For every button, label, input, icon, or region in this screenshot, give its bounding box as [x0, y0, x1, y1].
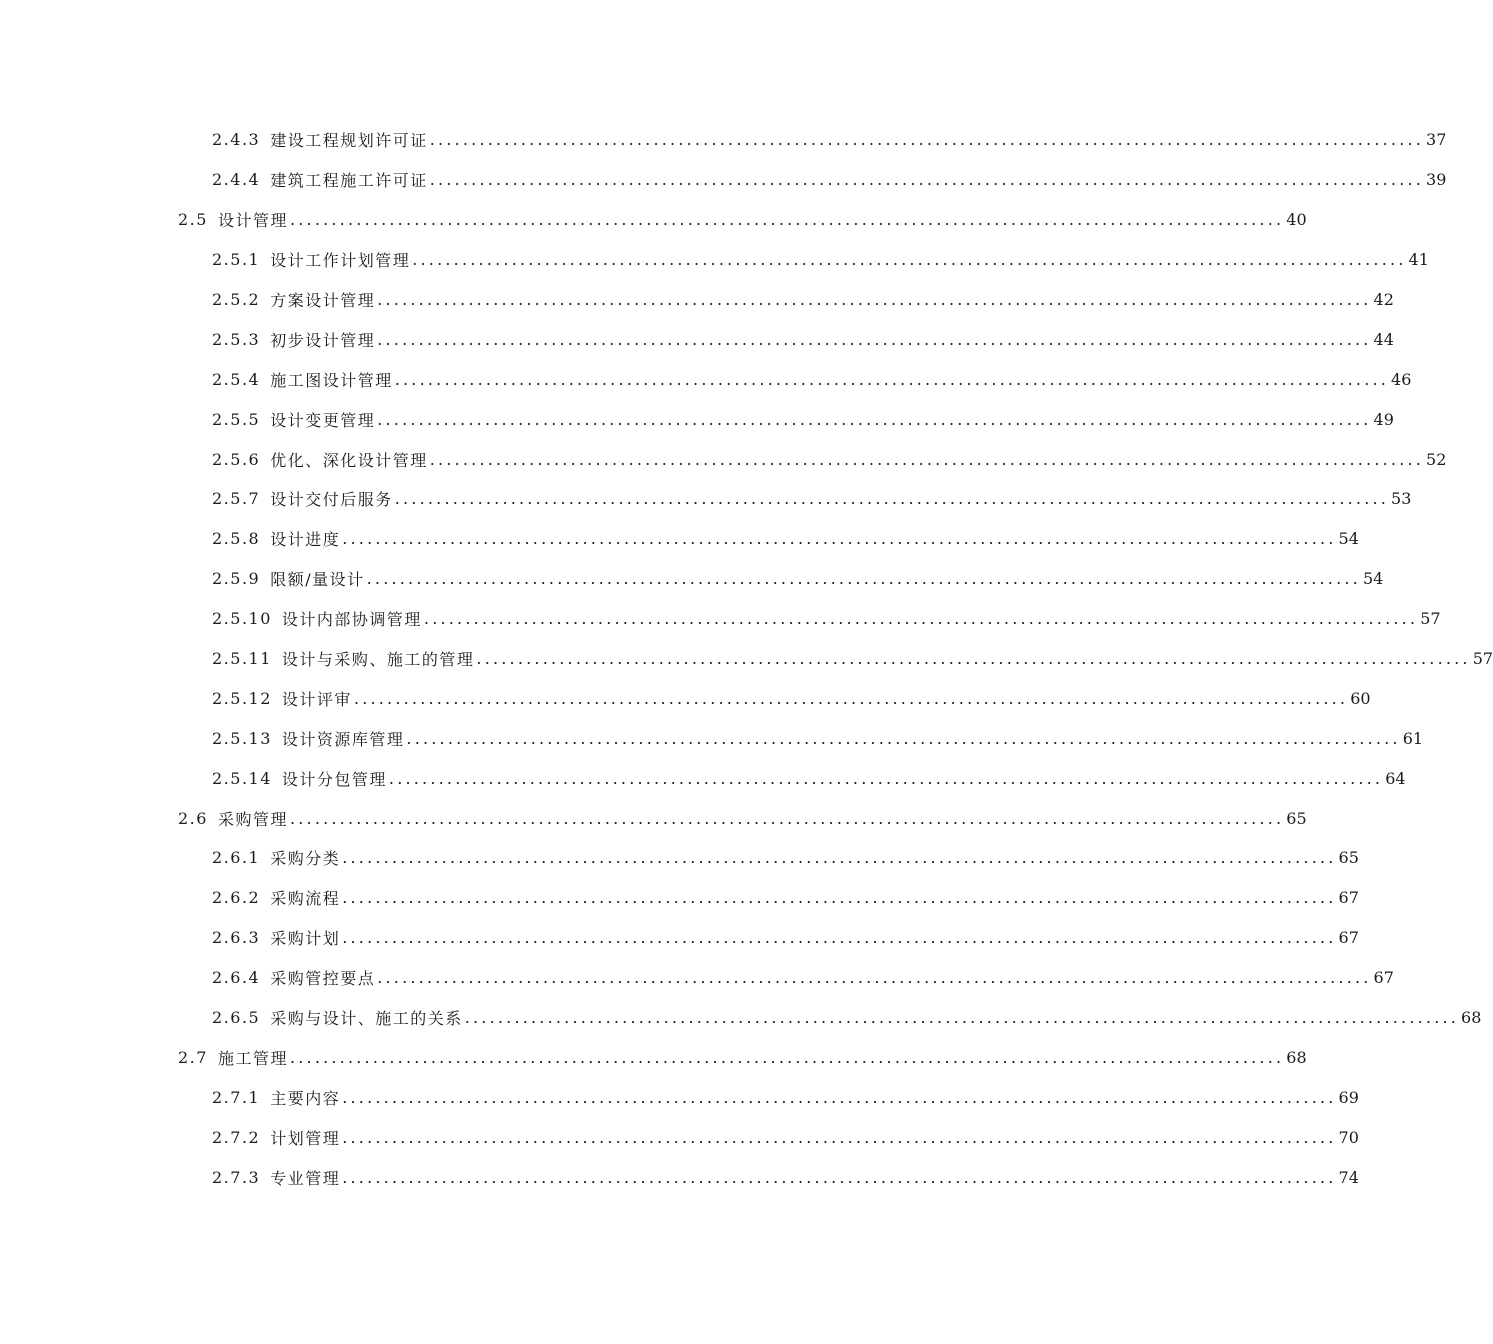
toc-entry-title: 设计评审: [281, 689, 352, 709]
toc-entry-page: 68: [1286, 1047, 1307, 1067]
toc-dot-leader: ........................................................................................................................: [429, 170, 1425, 190]
toc-dot-leader: ........................................................................................................................: [388, 768, 1384, 788]
toc-dot-leader: ........................................................................................................................: [289, 1047, 1285, 1067]
toc-entry-title: 采购管控要点: [270, 969, 376, 989]
toc-entry-title: 设计与采购、施工的管理: [281, 650, 475, 670]
toc-dot-leader: ........................................................................................................................: [342, 529, 1337, 549]
toc-entry-number: 2.5.10: [212, 609, 272, 629]
toc-entry-title: 方案设计管理: [270, 291, 376, 310]
toc-entry-title: 设计管理: [217, 211, 288, 231]
toc-entry[interactable]: [0, 1037, 1307, 1077]
toc-entry[interactable]: [0, 160, 1447, 200]
toc-entry-page: 61: [1402, 728, 1424, 748]
toc-entry-title: 采购计划: [270, 929, 341, 949]
toc-entry[interactable]: [0, 359, 1412, 399]
toc-entry-number: 2.5.3: [212, 329, 261, 349]
toc-entry-page: 57: [1420, 609, 1441, 629]
toc-dot-leader: ........................................................................................................................: [476, 649, 1471, 669]
toc-entry-title: 主要内容: [270, 1088, 341, 1108]
toc-dot-leader: ........................................................................................................................: [429, 449, 1425, 469]
toc-entry-page: 46: [1391, 369, 1412, 389]
toc-entry-number: 2.5.11: [212, 649, 272, 669]
toc-entry-title: 采购分类: [270, 849, 341, 869]
toc-entry-number: 2.5.6: [212, 449, 261, 469]
toc-entry-number: 2.5.4: [212, 369, 261, 389]
toc-entry[interactable]: [0, 120, 1447, 160]
toc-entry-number: 2.5.13: [212, 728, 272, 748]
toc-entry-number: 2.6.1: [212, 848, 261, 868]
toc-entry-number: 2.4.3: [212, 130, 261, 150]
toc-dot-leader: ........................................................................................................................: [377, 290, 1372, 309]
toc-entry-title: 采购流程: [270, 889, 341, 909]
toc-entry-number: 2.6.5: [212, 1008, 261, 1028]
toc-dot-leader: ........................................................................................................................: [342, 1127, 1337, 1147]
toc-dot-leader: ........................................................................................................................: [289, 808, 1285, 828]
toc-entry-number: 2.5.1: [212, 250, 261, 270]
toc-entry-page: 70: [1338, 1127, 1359, 1147]
toc-entry[interactable]: [0, 1117, 1359, 1157]
toc-entry[interactable]: [0, 280, 1394, 320]
toc-entry[interactable]: [0, 678, 1371, 718]
toc-entry-number: 2.5.8: [212, 529, 261, 549]
toc-entry-number: 2.5.12: [212, 688, 272, 708]
toc-entry-title: 限额/量设计: [270, 570, 365, 590]
toc-entry[interactable]: [0, 838, 1359, 878]
toc-entry-page: 44: [1373, 329, 1394, 349]
toc-dot-leader: ........................................................................................................................: [377, 968, 1372, 988]
toc-entry-number: 2.5: [178, 210, 208, 230]
toc-entry-page: 60: [1350, 688, 1371, 708]
toc-entry[interactable]: [0, 798, 1307, 838]
toc-dot-leader: ........................................................................................................................: [342, 888, 1337, 908]
toc-entry[interactable]: [0, 958, 1394, 998]
toc-entry-page: 42: [1373, 290, 1394, 309]
toc-entry[interactable]: [0, 1157, 1359, 1197]
toc-entry[interactable]: [0, 559, 1384, 599]
toc-entry[interactable]: [0, 319, 1394, 359]
toc-entry-title: 设计内部协调管理: [281, 610, 422, 630]
toc-entry-page: 69: [1338, 1087, 1359, 1107]
toc-entry-number: 2.7.3: [212, 1167, 261, 1187]
toc-entry[interactable]: [0, 240, 1429, 280]
toc-entry-title: 设计分包管理: [281, 769, 387, 789]
toc-entry-title: 建筑工程施工许可证: [270, 171, 428, 191]
toc-entry[interactable]: [0, 399, 1394, 439]
toc-dot-leader: ........................................................................................................................: [342, 848, 1337, 868]
toc-entry[interactable]: [0, 599, 1441, 639]
toc-entry-page: 54: [1362, 569, 1384, 589]
toc-dot-leader: ........................................................................................................................: [342, 1167, 1337, 1187]
toc-entry-title: 专业管理: [270, 1168, 341, 1188]
toc-entry-title: 优化、深化设计管理: [270, 450, 428, 470]
toc-dot-leader: ........................................................................................................................: [464, 1008, 1460, 1028]
toc-entry-title: 设计交付后服务: [270, 490, 393, 510]
toc-entry-page: 39: [1426, 170, 1447, 190]
toc-dot-leader: ........................................................................................................................: [342, 928, 1337, 948]
toc-entry-title: 设计变更管理: [270, 410, 376, 430]
toc-entry-title: 建设工程规划许可证: [270, 131, 428, 151]
toc-entry-number: 2.5.9: [212, 569, 261, 589]
toc-entry-title: 初步设计管理: [270, 330, 376, 350]
toc-entry[interactable]: [0, 200, 1307, 240]
toc-entry-number: 2.6.3: [212, 928, 261, 948]
toc-entry-number: 2.6.4: [212, 968, 261, 988]
toc-entry-page: 57: [1472, 649, 1493, 669]
toc-dot-leader: ........................................................................................................................: [366, 569, 1361, 589]
toc-entry-number: 2.7: [178, 1047, 208, 1067]
toc-dot-leader: ........................................................................................................................: [377, 409, 1372, 429]
toc-entry-title: 设计进度: [270, 530, 341, 550]
toc-entry-page: 54: [1338, 529, 1359, 549]
toc-dot-leader: ........................................................................................................................: [289, 210, 1285, 230]
toc-dot-leader: ........................................................................................................................: [394, 369, 1390, 389]
toc-entry-number: 2.5.5: [212, 409, 261, 429]
toc-entry-number: 2.6: [178, 808, 208, 828]
toc-entry-page: 41: [1408, 250, 1429, 270]
toc-entry-number: 2.7.1: [212, 1087, 261, 1107]
table-of-contents: [0, 120, 1493, 1197]
toc-entry[interactable]: [0, 1077, 1359, 1117]
toc-entry-page: 49: [1373, 409, 1394, 429]
toc-dot-leader: ........................................................................................................................: [429, 130, 1425, 150]
toc-entry[interactable]: [0, 519, 1359, 559]
toc-entry-page: 52: [1426, 449, 1447, 469]
toc-entry-number: 2.4.4: [212, 170, 261, 190]
toc-entry-number: 2.7.2: [212, 1127, 261, 1147]
toc-entry-number: 2.5.2: [212, 290, 261, 309]
toc-entry[interactable]: [0, 758, 1406, 798]
toc-entry-page: 64: [1385, 768, 1406, 788]
toc-entry-title: 施工管理: [217, 1048, 288, 1068]
toc-dot-leader: ........................................................................................................................: [412, 250, 1407, 270]
toc-entry[interactable]: [0, 439, 1447, 479]
toc-entry[interactable]: [0, 918, 1359, 958]
toc-dot-leader: ........................................................................................................................: [342, 1087, 1337, 1107]
toc-entry[interactable]: [0, 639, 1493, 679]
toc-entry-page: 67: [1373, 968, 1394, 988]
toc-dot-leader: ........................................................................................................................: [377, 329, 1372, 349]
toc-entry-page: 40: [1286, 210, 1307, 230]
toc-entry-number: 2.6.2: [212, 888, 261, 908]
toc-entry-page: 65: [1338, 848, 1359, 868]
toc-entry[interactable]: [0, 998, 1482, 1038]
toc-entry-page: 65: [1286, 808, 1307, 828]
toc-dot-leader: ........................................................................................................................: [423, 609, 1419, 629]
toc-entry-page: 53: [1391, 489, 1412, 509]
toc-entry-number: 2.5.7: [212, 489, 261, 509]
toc-entry-page: 37: [1426, 130, 1447, 150]
toc-dot-leader: ........................................................................................................................: [406, 728, 1401, 748]
toc-entry-page: 68: [1461, 1008, 1482, 1028]
toc-entry-title: 采购管理: [217, 809, 288, 829]
toc-dot-leader: ........................................................................................................................: [394, 489, 1390, 509]
toc-entry-page: 67: [1338, 928, 1359, 948]
toc-entry[interactable]: [0, 878, 1359, 918]
toc-entry-title: 施工图设计管理: [270, 370, 393, 390]
toc-dot-leader: ........................................................................................................................: [353, 688, 1349, 708]
toc-entry[interactable]: [0, 718, 1424, 758]
toc-entry-page: 67: [1338, 888, 1359, 908]
toc-entry-title: 设计工作计划管理: [270, 251, 411, 271]
toc-entry-page: 74: [1338, 1167, 1359, 1187]
toc-entry[interactable]: [0, 479, 1412, 519]
toc-entry-title: 设计资源库管理: [281, 729, 405, 749]
toc-entry-number: 2.5.14: [212, 768, 272, 788]
toc-entry-title: 采购与设计、施工的关系: [270, 1009, 463, 1029]
toc-entry-title: 计划管理: [270, 1128, 341, 1148]
